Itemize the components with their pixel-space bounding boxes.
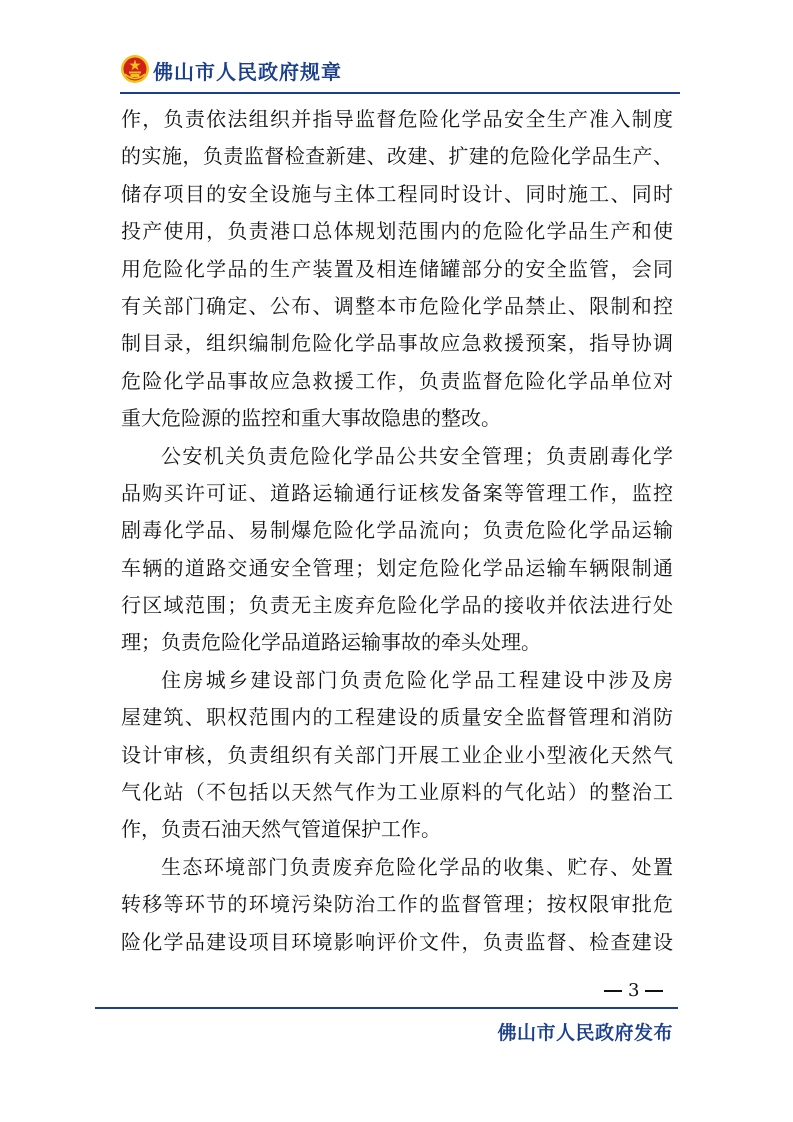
text-line: 有关部门确定、公布、调整本市危险化学品禁止、限制和控 bbox=[121, 293, 673, 318]
text-line: 危险化学品事故应急救援工作，负责监督危险化学品单位对 bbox=[121, 368, 673, 393]
text-line: 储存项目的安全设施与主体工程同时设计、同时施工、同时 bbox=[121, 181, 673, 206]
footer-publisher: 佛山市人民政府发布 bbox=[497, 1022, 673, 1044]
text-line: 险化学品建设项目环境影响评价文件，负责监督、检查建设 bbox=[121, 929, 673, 954]
page-number-dash-left bbox=[604, 990, 622, 992]
paragraph-start: 生态环境部门负责废弃危险化学品的收集、贮存、处置 bbox=[161, 854, 673, 879]
text-line: 设计审核，负责组织有关部门开展工业企业小型液化天然气 bbox=[121, 742, 673, 767]
text-line: 行区域范围；负责无主废弃危险化学品的接收并依法进行处 bbox=[121, 593, 673, 618]
text-line: 气化站（不包括以天然气作为工业原料的气化站）的整治工 bbox=[121, 780, 673, 805]
paragraph-start: 住房城乡建设部门负责危险化学品工程建设中涉及房 bbox=[161, 667, 673, 692]
text-line: 转移等环节的环境污染防治工作的监督管理；按权限审批危 bbox=[121, 892, 673, 917]
paragraph-start: 公安机关负责危险化学品公共安全管理；负责剧毒化学 bbox=[161, 443, 673, 468]
text-line: 理；负责危险化学品道路运输事故的牵头处理。 bbox=[121, 630, 541, 655]
text-line: 用危险化学品的生产装置及相连储罐部分的安全监管，会同 bbox=[121, 256, 673, 281]
page-header bbox=[120, 54, 680, 94]
page-number bbox=[598, 980, 678, 1004]
text-line: 作，负责石油天然气管道保护工作。 bbox=[121, 817, 441, 842]
text-line: 的实施，负责监督检查新建、改建、扩建的危险化学品生产、 bbox=[121, 144, 673, 169]
text-line: 屋建筑、职权范围内的工程建设的质量安全监督管理和消防 bbox=[121, 705, 673, 730]
document-body bbox=[121, 101, 673, 961]
header-title: 佛山市人民政府规章 bbox=[153, 60, 342, 84]
header-divider bbox=[120, 92, 680, 94]
text-line: 品购买许可证、道路运输通行证核发备案等管理工作，监控 bbox=[121, 480, 673, 505]
text-line: 重大危险源的监控和重大事故隐患的整改。 bbox=[121, 406, 501, 431]
text-line: 作，负责依法组织并指导监督危险化学品安全生产准入制度 bbox=[121, 107, 673, 131]
page-number-value: 3 bbox=[628, 980, 640, 1001]
page-number-dash-right bbox=[645, 990, 663, 992]
text-line: 投产使用，负责港口总体规划范围内的危险化学品生产和使 bbox=[121, 219, 673, 244]
text-line: 制目录，组织编制危险化学品事故应急救援预案，指导协调 bbox=[121, 331, 673, 356]
footer-divider bbox=[95, 1007, 678, 1009]
text-line: 车辆的道路交通安全管理；划定危险化学品运输车辆限制通 bbox=[121, 555, 673, 580]
text-line: 剧毒化学品、易制爆危险化学品流向；负责危险化学品运输 bbox=[121, 518, 673, 543]
national-emblem-icon bbox=[120, 54, 150, 84]
